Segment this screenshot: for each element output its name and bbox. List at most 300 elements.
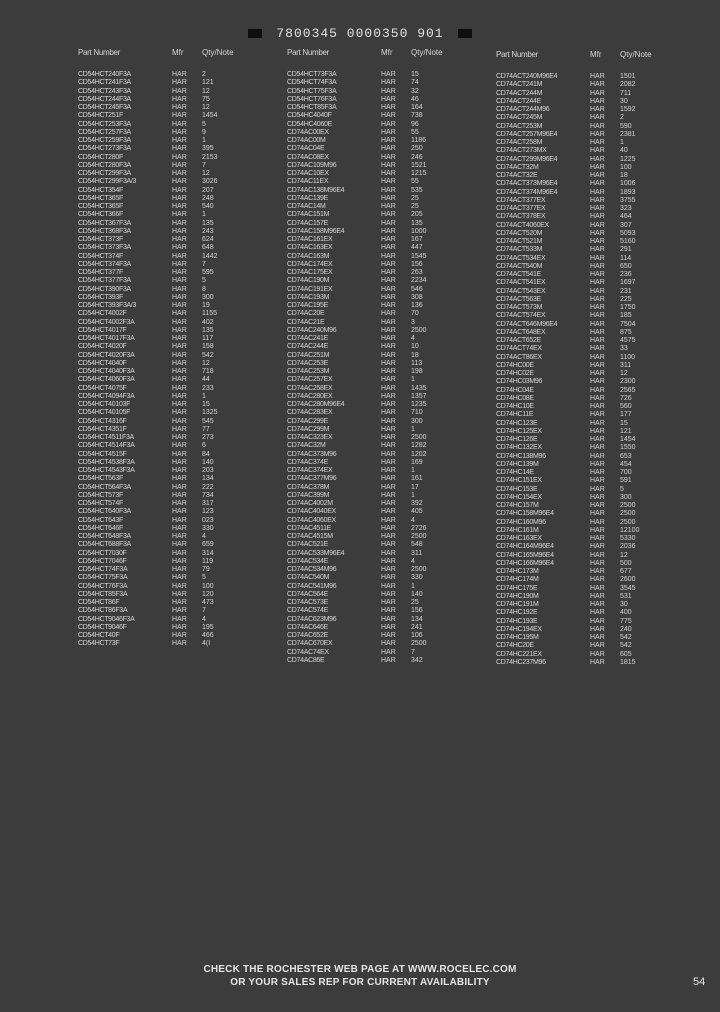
mfr-cell: HAR <box>590 584 605 592</box>
part-number-cell: CD74AC138M96E4 <box>287 186 345 194</box>
part-number-cell: CD54HCT4002F3A <box>78 318 135 326</box>
table-row <box>287 434 471 442</box>
mfr-cell: HAR <box>381 277 396 285</box>
table-row <box>287 195 471 203</box>
mfr-cell: HAR <box>172 401 187 408</box>
part-number-cell: CD54HCT365F <box>78 194 123 202</box>
mfr-cell: HAR <box>381 541 396 549</box>
table-row <box>287 121 471 129</box>
mfr-cell: HAR <box>381 137 396 144</box>
part-number-cell: CD74AC652E <box>287 632 328 639</box>
qty-cell: 121 <box>202 79 214 87</box>
qty-cell: 5093 <box>620 229 636 237</box>
mfr-cell: HAR <box>172 137 187 144</box>
mfr-cell: HAR <box>590 568 605 575</box>
table-row <box>287 525 471 533</box>
mfr-cell: HAR <box>590 411 605 419</box>
table-row <box>78 632 262 640</box>
part-number-cell: CD54HCT4002F <box>78 310 127 318</box>
part-number-cell: CD74ACT244M <box>496 89 543 97</box>
part-number-cell: CD74AC193M <box>287 293 330 301</box>
table-row <box>287 203 471 211</box>
table-row <box>287 145 471 153</box>
qty-cell: 1 <box>202 392 206 400</box>
part-number-cell: CD54HCT7030F <box>78 549 127 557</box>
table-row <box>496 560 680 568</box>
table-row <box>287 88 471 96</box>
mfr-cell: HAR <box>172 285 187 293</box>
qty-cell: 207 <box>202 186 214 194</box>
part-number-cell: CD74AC253M <box>287 368 330 375</box>
mfr-cell: HAR <box>590 477 605 485</box>
qty-cell: 5 <box>202 574 206 582</box>
table-row <box>78 533 262 541</box>
mfr-cell: HAR <box>172 170 187 177</box>
part-number-cell: CD74ACT245M <box>496 114 543 122</box>
qty-cell: 1592 <box>620 106 636 113</box>
part-number-cell: CD74ACT32E <box>496 172 538 179</box>
mfr-cell: HAR <box>381 467 396 474</box>
qty-cell: 1 <box>411 582 415 590</box>
mfr-cell: HAR <box>172 483 187 491</box>
table-row <box>78 178 262 186</box>
part-number-cell: CD74AC4040EX <box>287 508 336 516</box>
part-number-cell: CD54HCT368F3A <box>78 227 131 235</box>
mfr-cell: HAR <box>172 632 187 639</box>
mfr-cell: HAR <box>590 642 605 650</box>
mfr-cell: HAR <box>381 236 396 243</box>
mfr-cell: HAR <box>381 450 396 458</box>
mfr-cell: HAR <box>172 549 187 557</box>
mfr-cell: HAR <box>590 221 605 229</box>
part-number-cell: CD74AC158M96E4 <box>287 227 345 235</box>
mfr-cell: HAR <box>381 566 396 573</box>
header-part-number: Part Number <box>496 50 539 59</box>
table-row <box>496 279 680 287</box>
table-row <box>496 164 680 172</box>
qty-cell: 548 <box>411 541 423 549</box>
mfr-cell: HAR <box>172 236 187 243</box>
table-row <box>496 477 680 485</box>
mfr-cell: HAR <box>381 302 396 309</box>
table-row <box>78 79 262 87</box>
part-number-cell: CD74AC323EX <box>287 434 333 441</box>
mfr-cell: HAR <box>590 460 605 468</box>
mfr-cell: HAR <box>381 475 396 483</box>
part-number-cell: CD54HCT4020F3A <box>78 351 135 359</box>
part-number-cell: CD74ACT74EX <box>496 345 542 353</box>
header-mfr: Mfr <box>381 48 393 57</box>
qty-cell: 624 <box>202 236 214 243</box>
part-number-cell: CD74AC139E <box>287 194 328 202</box>
qty-cell: 454 <box>620 460 632 468</box>
qty-cell: 711 <box>620 89 632 97</box>
qty-cell: 273 <box>202 434 214 441</box>
qty-cell: 700 <box>620 469 632 476</box>
qty-cell: 4 <box>202 533 206 540</box>
mfr-cell: HAR <box>172 425 187 433</box>
mfr-cell: HAR <box>590 559 605 567</box>
part-number-cell: CD54HCT244F3A <box>78 95 131 103</box>
qty-cell: 156 <box>411 260 423 268</box>
mfr-cell: HAR <box>172 491 187 499</box>
part-number-cell: CD74AC258EX <box>287 384 333 392</box>
qty-cell: 30 <box>620 601 628 608</box>
part-number-cell: CD74HC165M96E4 <box>496 551 554 559</box>
qty-cell: 1545 <box>411 252 427 260</box>
mfr-cell: HAR <box>381 95 396 103</box>
part-number-cell: CD74ACT646M96E4 <box>496 320 558 328</box>
table-row <box>496 98 680 106</box>
table-row <box>287 360 471 368</box>
qty-cell: 1225 <box>620 155 636 163</box>
part-number-cell: CD74ACT4060EX <box>496 221 549 229</box>
table-row <box>287 541 471 549</box>
mfr-cell: HAR <box>381 335 396 342</box>
table-row <box>78 599 262 607</box>
table-row <box>78 170 262 178</box>
header-qty: Qty/Note <box>202 48 234 57</box>
mfr-cell: HAR <box>172 615 187 623</box>
qty-cell: 2500 <box>620 502 636 509</box>
qty-cell: 2726 <box>411 524 427 532</box>
table-row <box>496 238 680 246</box>
qty-cell: 1442 <box>202 252 218 260</box>
part-number-cell: CD74ACT244M96 <box>496 106 550 113</box>
qty-cell: 314 <box>202 549 214 557</box>
qty-cell: 9 <box>202 128 206 136</box>
table-row <box>78 220 262 228</box>
qty-cell: 1 <box>620 139 624 146</box>
table-row <box>78 96 262 104</box>
qty-cell: 2500 <box>411 640 427 648</box>
qty-cell: 135 <box>411 219 423 227</box>
qty-cell: 591 <box>620 477 632 485</box>
table-row <box>78 286 262 294</box>
mfr-cell: HAR <box>590 271 605 278</box>
part-number-cell: CD74ACT253M <box>496 122 543 130</box>
table-row <box>287 616 471 624</box>
table-row <box>496 329 680 337</box>
qty-cell: 5 <box>620 485 624 493</box>
table-row <box>78 550 262 558</box>
part-number-cell: CD74AC157E <box>287 219 328 227</box>
mfr-cell: HAR <box>172 623 187 631</box>
part-number-cell: CD74HC174M <box>496 576 539 584</box>
qty-cell: 123 <box>202 508 214 516</box>
part-number-cell: CD54HCT365F <box>78 203 123 210</box>
part-number-cell: CD54HCT9046F <box>78 623 127 631</box>
table-row <box>287 129 471 137</box>
mfr-cell: HAR <box>172 359 187 367</box>
table-row <box>78 129 262 137</box>
qty-cell: 5 <box>202 277 206 285</box>
part-number-cell: CD74AC32M <box>287 442 326 450</box>
part-number-cell: CD74ACT534EX <box>496 254 546 262</box>
mfr-cell: HAR <box>590 378 605 386</box>
qty-cell: 203 <box>202 467 214 474</box>
qty-cell: 1000 <box>411 227 427 235</box>
mfr-cell: HAR <box>590 188 605 196</box>
part-number-cell: CD74AC253E <box>287 359 328 367</box>
qty-cell: 1357 <box>411 392 427 400</box>
mfr-cell: HAR <box>381 549 396 557</box>
part-number-cell: CD74AC240M96 <box>287 326 337 334</box>
table-row <box>78 508 262 516</box>
qty-cell: 1 <box>411 467 415 474</box>
part-number-cell: CD74ACT543EX <box>496 287 546 295</box>
table-row <box>78 558 262 566</box>
part-number-cell: CD74AC251M <box>287 351 330 359</box>
qty-cell: 169 <box>411 458 423 466</box>
mfr-cell: HAR <box>381 310 396 318</box>
mfr-cell: HAR <box>381 244 396 252</box>
mfr-cell: HAR <box>172 219 187 227</box>
table-row <box>78 203 262 211</box>
part-number-cell: CD74HC14E <box>496 469 534 476</box>
qty-cell: 195 <box>202 623 214 631</box>
part-number-cell: CD74ACT241M <box>496 81 543 89</box>
qty-cell: 1186 <box>411 137 427 144</box>
table-row <box>78 401 262 409</box>
table-row <box>287 376 471 384</box>
qty-cell: 15 <box>411 71 419 78</box>
part-number-cell: CD74AC00EX <box>287 128 329 136</box>
table-row <box>78 277 262 285</box>
table-row <box>287 327 471 335</box>
part-number-cell: CD74AC373M96 <box>287 450 337 458</box>
part-number-cell: CD74HC11E <box>496 411 534 419</box>
table-row <box>78 459 262 467</box>
table-row <box>496 428 680 436</box>
header-qty: Qty/Note <box>411 48 443 57</box>
part-number-cell: CD74HC161M <box>496 526 539 534</box>
part-number-cell: CD74HC195M <box>496 634 539 641</box>
part-number-cell: CD74AC377M96 <box>287 475 337 483</box>
qty-cell: 100 <box>202 582 214 590</box>
part-number-cell: CD74AC534M96 <box>287 566 337 573</box>
table-row <box>496 197 680 205</box>
qty-cell: 161 <box>411 475 423 483</box>
part-number-cell: CD74HC173M <box>496 568 539 575</box>
part-number-cell: CD54HC4060E <box>287 120 332 128</box>
table-row <box>78 566 262 574</box>
part-number-cell: CD74HC139M <box>496 460 539 468</box>
qty-cell: 134 <box>202 475 214 483</box>
part-number-cell: CD74AC564E <box>287 590 328 598</box>
part-number-cell: CD74AC574E <box>287 607 328 615</box>
table-row <box>496 123 680 131</box>
table-row <box>496 494 680 502</box>
table-row <box>78 137 262 145</box>
table-row <box>287 187 471 195</box>
mfr-cell: HAR <box>172 244 187 252</box>
qty-cell: 8 <box>202 285 206 293</box>
part-number-cell: CD74ACT573M <box>496 304 543 311</box>
part-number-cell: CD74AC521E <box>287 541 328 549</box>
qty-cell: 233 <box>202 384 214 392</box>
table-row <box>78 607 262 615</box>
part-number-cell: CD74AC21E <box>287 318 325 326</box>
part-number-cell: CD74AC4002M <box>287 500 333 507</box>
qty-cell: 250 <box>411 145 423 153</box>
mfr-cell: HAR <box>172 574 187 582</box>
table-row <box>287 632 471 640</box>
table-row <box>496 271 680 279</box>
part-number-cell: CD54HCT9046F3A <box>78 615 135 623</box>
part-number-cell: CD74ACT574EX <box>496 312 546 320</box>
part-number-cell: CD74ACT377EX <box>496 196 546 204</box>
mfr-cell: HAR <box>381 656 396 664</box>
table-row <box>78 327 262 335</box>
table-row <box>496 205 680 213</box>
table-row <box>287 112 471 120</box>
qty-cell: 225 <box>620 295 632 303</box>
qty-cell: 25 <box>411 203 419 210</box>
mfr-cell: HAR <box>381 104 396 111</box>
qty-cell: 40 <box>620 147 628 155</box>
part-number-cell: CD74AC283EX <box>287 409 333 417</box>
qty-cell: 134 <box>411 615 423 623</box>
table-row <box>496 436 680 444</box>
part-number-cell: CD74ACT374M96E4 <box>496 188 558 196</box>
part-number-cell: CD74HC163EX <box>496 535 542 542</box>
part-number-cell: CD74AC195E <box>287 302 328 309</box>
qty-cell: 1 <box>411 491 415 499</box>
part-number-cell: CD54HCT74F3A <box>78 566 128 573</box>
qty-cell: 2381 <box>620 130 636 138</box>
mfr-cell: HAR <box>590 196 605 204</box>
qty-cell: 5 <box>202 120 206 128</box>
mfr-cell: HAR <box>172 368 187 375</box>
mfr-cell: HAR <box>172 318 187 326</box>
qty-cell: 650 <box>620 262 632 270</box>
qty-cell: 311 <box>620 361 632 369</box>
mfr-cell: HAR <box>172 524 187 532</box>
qty-cell: 300 <box>411 417 423 425</box>
part-number-cell: CD74HC192E <box>496 609 538 617</box>
qty-cell: 236 <box>620 271 632 278</box>
part-number-cell: CD74HC160M96 <box>496 518 546 526</box>
part-number-cell: CD74AC109M96 <box>287 161 337 169</box>
mfr-cell: HAR <box>172 335 187 342</box>
mfr-cell: HAR <box>381 574 396 582</box>
mfr-cell: HAR <box>381 359 396 367</box>
part-number-cell: CD74ACT378EX <box>496 213 546 221</box>
qty-cell: 136 <box>411 302 423 309</box>
part-number-cell: CD74HC237M96 <box>496 658 546 666</box>
qty-cell: 135 <box>202 219 214 227</box>
table-row <box>78 343 262 351</box>
table-row <box>496 296 680 304</box>
qty-cell: 44 <box>202 376 210 384</box>
table-row <box>287 71 471 79</box>
mfr-cell: HAR <box>172 417 187 425</box>
qty-cell: 7 <box>411 648 415 656</box>
mfr-cell: HAR <box>381 615 396 623</box>
part-number-cell: CD54HCT243F3A <box>78 87 131 95</box>
table-row <box>287 302 471 310</box>
part-number-cell: CD54HCT648F3A <box>78 533 131 540</box>
part-number-cell: CD74AC74EX <box>287 648 329 656</box>
qty-cell: 542 <box>202 351 214 359</box>
table-row <box>287 492 471 500</box>
part-number-cell: CD54HCT4017F3A <box>78 335 135 342</box>
mfr-cell: HAR <box>381 211 396 219</box>
part-number-cell: CD74AC280EX <box>287 392 333 400</box>
mfr-cell: HAR <box>590 246 605 254</box>
availability-footer <box>0 963 720 989</box>
part-number-cell: CD54HCT40103F <box>78 401 131 408</box>
barcode-header <box>0 26 720 41</box>
part-number-cell: CD74HC151EX <box>496 477 542 485</box>
qty-cell: 466 <box>202 632 214 639</box>
qty-cell: 4 <box>411 335 415 342</box>
table-row <box>496 263 680 271</box>
table-row <box>496 230 680 238</box>
mfr-cell: HAR <box>172 458 187 466</box>
qty-cell: 542 <box>620 642 632 650</box>
mfr-cell: HAR <box>381 533 396 540</box>
qty-cell: 535 <box>411 186 423 194</box>
barcode-block-left <box>248 29 262 38</box>
table-row <box>78 475 262 483</box>
mfr-cell: HAR <box>172 302 187 309</box>
table-row <box>287 352 471 360</box>
mfr-cell: HAR <box>590 436 605 443</box>
table-row <box>496 81 680 89</box>
part-number-cell: CD74AC646E <box>287 623 328 631</box>
part-number-cell: CD74HC125EX <box>496 427 542 435</box>
qty-cell: 55 <box>411 128 419 136</box>
table-row <box>496 634 680 642</box>
footer-line-2: OR YOUR SALES REP FOR CURRENT AVAILABILITY <box>230 977 490 988</box>
table-row <box>496 213 680 221</box>
qty-cell: 540 <box>202 203 214 210</box>
part-number-cell: CD54HCT75F3A <box>287 87 337 95</box>
mfr-cell: HAR <box>381 442 396 450</box>
mfr-cell: HAR <box>590 609 605 617</box>
table-row <box>78 310 262 318</box>
part-number-cell: CD54HCT646F <box>78 524 123 532</box>
part-number-cell: CD74ACT86EX <box>496 353 542 361</box>
parts-column-3 <box>496 48 680 667</box>
table-row <box>287 607 471 615</box>
mfr-cell: HAR <box>590 106 605 113</box>
mfr-cell: HAR <box>381 219 396 227</box>
table-row <box>496 486 680 494</box>
qty-cell: 677 <box>620 568 632 575</box>
table-row <box>287 170 471 178</box>
qty-cell: 18 <box>620 172 628 179</box>
qty-cell: 5160 <box>620 238 636 245</box>
part-number-cell: CD74HC157M <box>496 502 539 509</box>
part-number-cell: CD74ACT563E <box>496 295 541 303</box>
part-number-cell: CD54HCT240F3A <box>78 71 131 78</box>
part-number-cell: CD74AC244E <box>287 343 328 351</box>
mfr-cell: HAR <box>590 353 605 361</box>
table-row <box>287 162 471 170</box>
mfr-cell: HAR <box>172 161 187 169</box>
mfr-cell: HAR <box>381 582 396 590</box>
part-number-cell: CD74HC153E <box>496 485 538 493</box>
mfr-cell: HAR <box>172 533 187 540</box>
table-row <box>78 244 262 252</box>
mfr-cell: HAR <box>172 442 187 450</box>
table-row <box>78 484 262 492</box>
qty-cell: 246 <box>411 153 423 161</box>
qty-cell: 1750 <box>620 304 636 311</box>
